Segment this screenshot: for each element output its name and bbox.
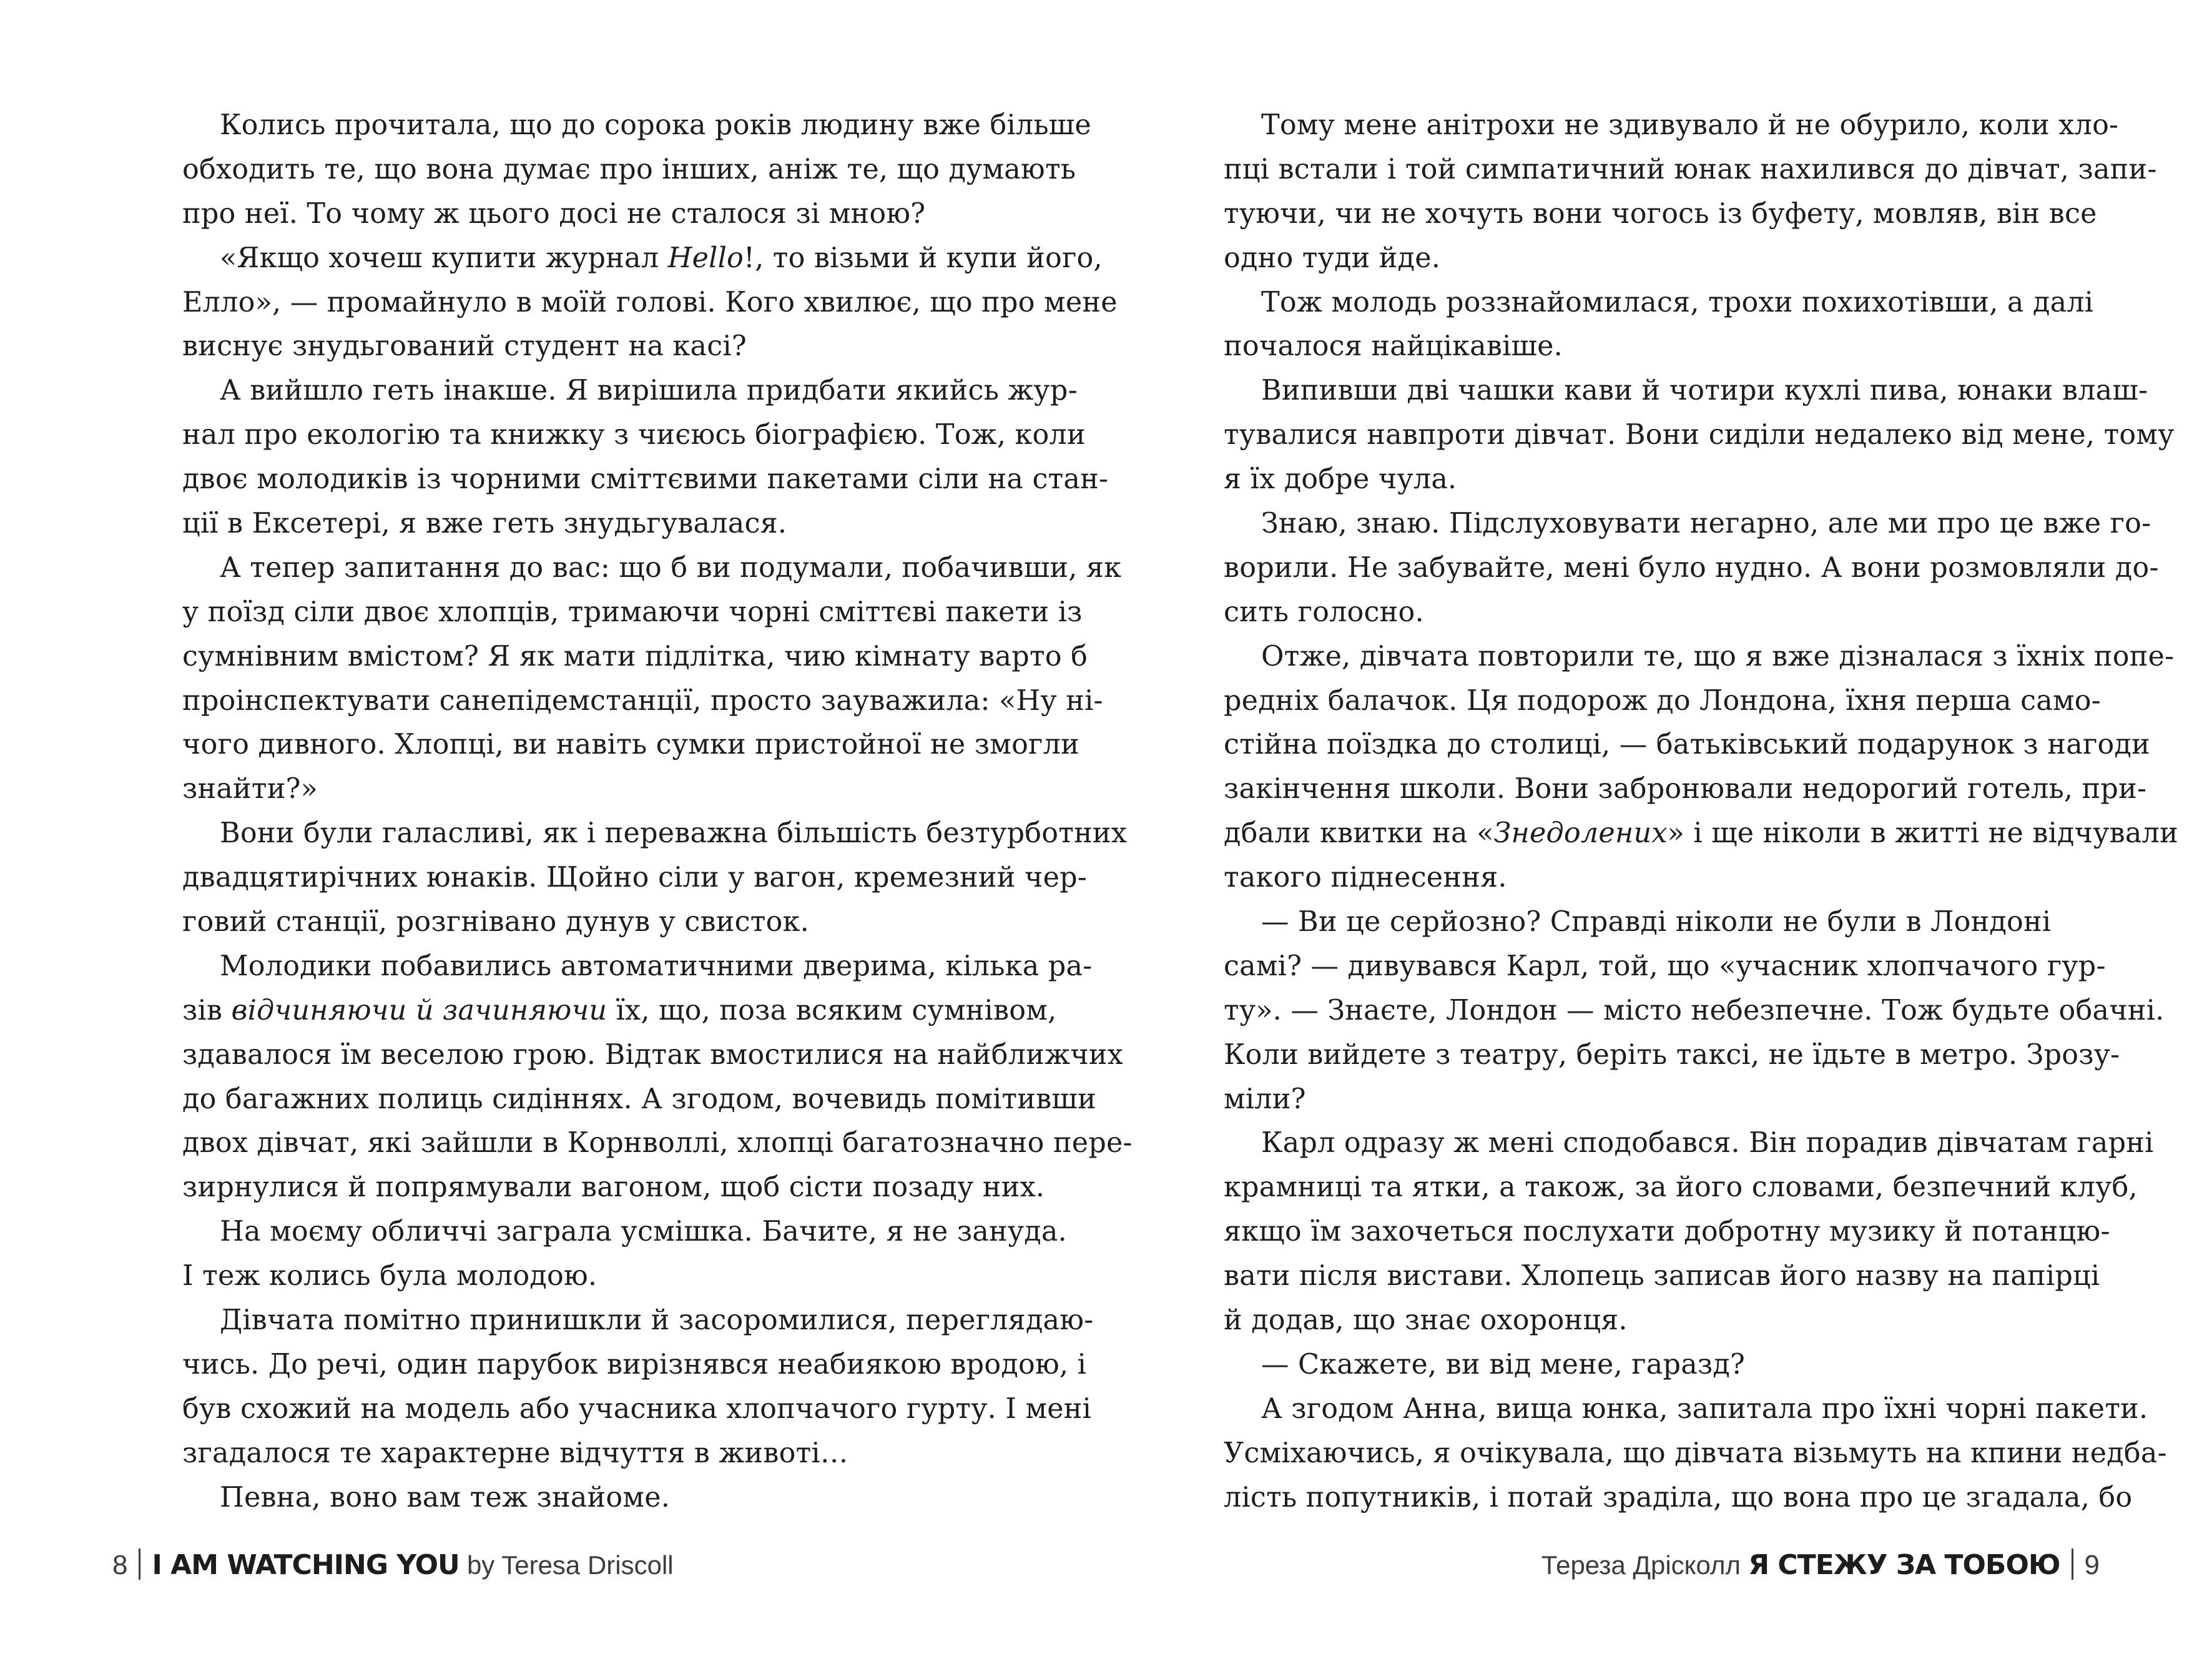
text-line: тувалися навпроти дівчат. Вони сиділи недалеко від мене, тому xyxy=(1224,419,2175,451)
text-line: Отже, дівчата повторили те, що я вже дізналася з їхніх попе- xyxy=(1261,640,2175,672)
text-line: чись. До речі, один парубок вирізнявся неабиякою вродою, і xyxy=(182,1348,1087,1381)
text-line: був схожий на модель або учасника хлопчачого гурту. І мені xyxy=(182,1392,1092,1425)
text-line: Знаю, знаю. Підслуховувати негарно, але ми про це вже го- xyxy=(1261,508,2151,540)
text-line: зів відчиняючи й зачиняючи їх, що, поза всяким сумнівом, xyxy=(182,994,1057,1026)
text-line: про неї. То чому ж цього досі не сталося зі мною? xyxy=(182,197,926,230)
text-line: Молодики побавились автоматичними дверима, кілька ра- xyxy=(220,950,1093,982)
right-page-footer xyxy=(1541,1547,2100,1584)
text-line: вати після вистави. Хлопець записав його назву на папірці xyxy=(1224,1260,2100,1292)
text-line: Елло», — промайнуло в моїй голові. Кого хвилює, що про мене xyxy=(182,286,1118,318)
text-line: якщо їм захочеться послухати добротну музику й потанцю- xyxy=(1224,1216,2110,1248)
text-line: сить голосно. xyxy=(1224,596,1424,628)
text-line: крамниці та ятки, а також, за його словами, безпечний клуб, xyxy=(1224,1171,2138,1204)
text-line: згадалося те характерне відчуття в животі… xyxy=(182,1437,848,1469)
italic-text: відчиняючи й зачиняючи xyxy=(231,994,607,1026)
text-line: ції в Ексетері, я вже геть знудьгувалася. xyxy=(182,508,787,540)
text-line: закінчення школи. Вони забронювали недорогий готель, при- xyxy=(1224,773,2147,805)
text-line: Вони були галасливі, як і переважна більшість безтурботних xyxy=(220,817,1128,850)
text-line: лість попутників, і потай зраділа, що вона про це згадала, бо xyxy=(1224,1481,2133,1514)
text-line: Тож молодь роззнайомилася, трохи похихотівши, а далі xyxy=(1261,286,2094,318)
text-line: почалося найцікавіше. xyxy=(1224,330,1563,363)
text-line: нал про екологію та книжку з чиєюсь біографією. Тож, коли xyxy=(182,419,1086,451)
text-line: ту». — Знаєте, Лондон — місто небезпечне. Тож будьте обачні. xyxy=(1224,994,2165,1026)
text-line: двадцятирічних юнаків. Щойно сіли у вагон, кремезний чер- xyxy=(182,862,1088,894)
text-line: А згодом Анна, вища юнка, запитала про їхні чорні пакети. xyxy=(1261,1392,2148,1425)
left-page-footer xyxy=(112,1547,674,1584)
text-line: й додав, що знає охоронця. xyxy=(1224,1304,1628,1337)
text-line: я їх добре чула. xyxy=(1224,463,1457,496)
text-line: Випивши дві чашки кави й чотири кухлі пива, юнаки влаш- xyxy=(1261,375,2148,407)
running-author: by Teresa Driscoll xyxy=(466,1550,674,1580)
text-line: ворили. Не забувайте, мені було нудно. А вони розмовляли до- xyxy=(1224,551,2159,584)
text-line: міли? xyxy=(1224,1083,1306,1115)
text-line: проінспектувати санепідемстанції, просто зауважила: «Ну ні- xyxy=(182,684,1103,717)
text-line: «Якщо хочеш купити журнал Hello!, то візьми й купи його, xyxy=(220,242,1103,274)
text-line: говий станції, розгнівано дунув у свисток. xyxy=(182,906,809,938)
text-line: стійна поїздка до столиці, — батьківський подарунок з нагоди xyxy=(1224,729,2150,761)
italic-text: Hello xyxy=(667,242,744,274)
italic-text: Знедолених xyxy=(1493,817,1668,850)
text-line: Певна, воно вам теж знайоме. xyxy=(220,1481,671,1514)
running-author: Тереза Дрісколл xyxy=(1541,1550,1741,1580)
text-line: — Скажете, ви від мене, гаразд? xyxy=(1261,1348,1746,1381)
footer-divider xyxy=(139,1548,140,1580)
text-line: до багажних полиць сидіннях. А згодом, вочевидь помітивши xyxy=(182,1083,1096,1115)
right-page xyxy=(1106,0,2212,1659)
text-line: дбали квитки на «Знедолених» і ще ніколи в житті не відчували xyxy=(1224,817,2178,850)
text-line: Коли вийдете з театру, беріть таксі, не їдьте в метро. Зрозу- xyxy=(1224,1038,2120,1071)
text-line: Тому мене анітрохи не здивувало й не обурило, коли хло- xyxy=(1261,109,2119,141)
text-line: зирнулися й попрямували вагоном, щоб сісти позаду них. xyxy=(182,1171,1045,1204)
text-line: Карл одразу ж мені сподобався. Він порадив дівчатам гарні xyxy=(1261,1127,2154,1159)
text-line: двох дівчат, які зайшли в Корнволлі, хлопці багатозначно пере- xyxy=(182,1127,1133,1159)
right-page-body xyxy=(1224,104,2178,1520)
text-line: у поїзд сіли двоє хлопців, тримаючи чорні сміттєві пакети із xyxy=(182,596,1083,628)
text-line: Колись прочитала, що до сорока років людину вже більше xyxy=(220,109,1091,141)
text-line: Усміхаючись, я очікувала, що дівчата візьмуть на кпини недба- xyxy=(1224,1437,2167,1469)
text-line: А вийшло геть інакше. Я вирішила придбати якийсь жур- xyxy=(220,375,1078,407)
text-line: здавалося їм веселою грою. Відтак вмостилися на найближчих xyxy=(182,1038,1123,1071)
text-line: пці встали і той симпатичний юнак нахилився до дівчат, запи- xyxy=(1224,153,2157,185)
text-line: На моєму обличчі заграла усмішка. Бачите, я не зануда. xyxy=(220,1216,1067,1248)
text-line: — Ви це серйозно? Справді ніколи не були в Лондоні xyxy=(1261,906,2052,938)
text-line: чого дивного. Хлопці, ви навіть сумки пристойної не змогли xyxy=(182,729,1079,761)
text-line: двоє молодиків із чорними сміттєвими пакетами сіли на стан- xyxy=(182,463,1109,496)
text-line: знайти?» xyxy=(182,773,318,805)
running-title: Я СТЕЖУ ЗА ТОБОЮ xyxy=(1748,1549,2060,1581)
text-line: виснує знудьгований студент на касі? xyxy=(182,330,747,363)
page-number: 9 xyxy=(2084,1550,2100,1580)
left-page-body xyxy=(182,104,1133,1520)
page-number: 8 xyxy=(112,1550,128,1580)
text-line: туючи, чи не хочуть вони чогось із буфету, мовляв, він все xyxy=(1224,197,2097,230)
text-line: редніх балачок. Ця подорож до Лондона, їхня перша само- xyxy=(1224,684,2101,717)
text-line: сумнівним вмістом? Я як мати підлітка, чию кімнату варто б xyxy=(182,640,1088,672)
text-line: Дівчата помітно принишкли й засоромилися, переглядаю- xyxy=(220,1304,1094,1337)
text-line: А тепер запитання до вас: що б ви подумали, побачивши, як xyxy=(220,551,1122,584)
text-line: І теж колись була молодою. xyxy=(182,1260,597,1292)
text-line: такого піднесення. xyxy=(1224,862,1507,894)
footer-divider xyxy=(2072,1548,2073,1580)
text-line: обходить те, що вона думає про інших, аніж те, що думають xyxy=(182,153,1076,185)
text-line: самі? — дивувався Карл, той, що «учасник хлопчачого гур- xyxy=(1224,950,2106,982)
text-line: одно туди йде. xyxy=(1224,242,1441,274)
running-title: I AM WATCHING YOU xyxy=(152,1549,460,1581)
